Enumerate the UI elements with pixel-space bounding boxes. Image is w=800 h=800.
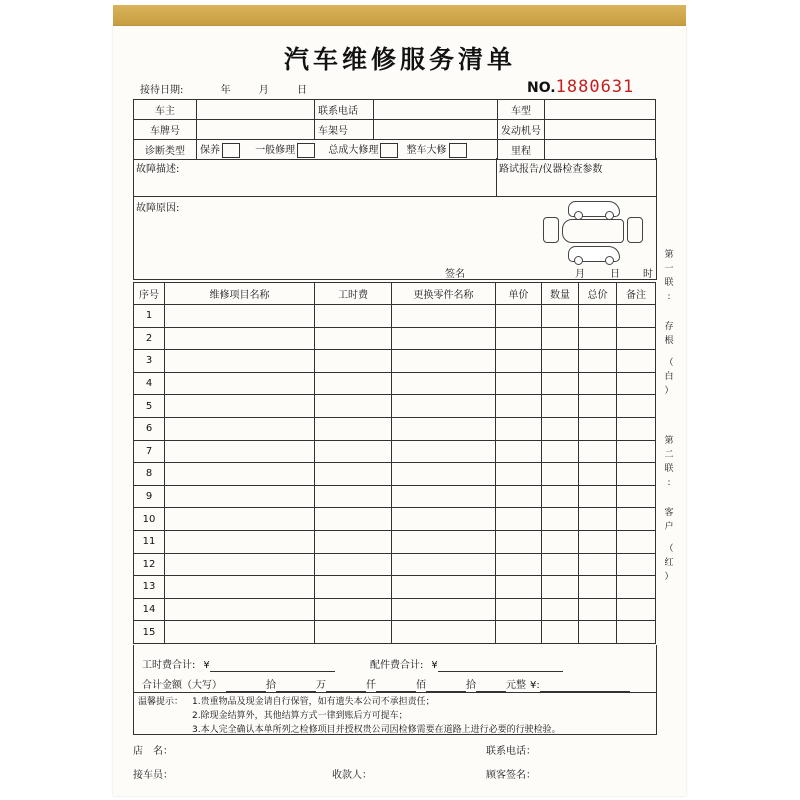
table-cell[interactable] [617,598,656,621]
table-cell[interactable] [392,395,496,418]
side-char: ） [664,572,674,582]
table-row [134,553,656,576]
form-title: 汽车维修服务清单 [283,45,516,74]
table-cell[interactable] [542,485,579,508]
table-cell[interactable] [496,598,542,621]
table-cell[interactable] [496,530,542,553]
cashier-label: 收款人： [332,770,372,781]
general-repair-checkbox[interactable] [297,143,315,158]
table-cell[interactable] [542,553,579,576]
table-cell[interactable] [392,576,496,599]
diag-type-label: 诊断类型 [134,140,197,160]
column-header: 工时费 [315,283,392,305]
table-cell[interactable] [165,395,315,418]
table-row [134,395,656,418]
full-overhaul-checkbox[interactable] [449,143,467,158]
table-cell[interactable] [496,463,542,486]
column-header: 备注 [617,283,656,305]
table-cell[interactable] [315,327,392,350]
table-cell[interactable] [579,530,617,553]
pad-binding [113,5,686,27]
copy2-label [663,434,675,584]
maintenance-checkbox[interactable] [222,143,240,158]
table-cell[interactable] [165,305,315,328]
table-cell[interactable] [579,621,617,644]
table-cell[interactable] [542,440,579,463]
fault-divider [496,158,497,196]
table-cell[interactable] [579,485,617,508]
table-cell[interactable] [542,395,579,418]
table-cell[interactable] [165,508,315,531]
plate-label: 车牌号 [134,120,197,140]
table-row [134,327,656,350]
car-rear-diagram [627,217,643,243]
customer-sign-label: 顾客签名： [486,770,536,781]
table-cell[interactable] [542,598,579,621]
table-row [134,305,656,328]
row-number: 6 [134,417,165,440]
car-front-diagram [543,217,559,243]
owner-label: 车主 [134,100,197,120]
table-cell[interactable] [315,463,392,486]
serial-number: NO.1880631 [527,77,635,97]
table-cell[interactable] [496,417,542,440]
car-side-bottom-diagram [568,246,620,262]
table-cell[interactable] [579,463,617,486]
notice-item-3: 3.本人完全确认本单所列之检修项目并授权贵公司因检修需要在道路上进行必要的行驶检验。 [192,725,561,735]
table-cell[interactable] [579,440,617,463]
table-cell[interactable] [315,440,392,463]
row-number: 13 [134,576,165,599]
table-cell[interactable] [165,621,315,644]
engine-label: 发动机号 [498,120,545,140]
column-header: 维修项目名称 [165,283,315,305]
table-cell[interactable] [392,417,496,440]
table-cell[interactable] [579,553,617,576]
table-cell[interactable] [496,440,542,463]
row-number: 9 [134,485,165,508]
table-cell[interactable] [579,305,617,328]
row-number: 15 [134,621,165,644]
table-cell[interactable] [617,327,656,350]
table-cell[interactable] [617,372,656,395]
table-cell[interactable] [165,576,315,599]
sign-month: 月 [575,269,585,280]
row-number: 4 [134,372,165,395]
table-row [134,485,656,508]
contact-phone-label: 联系电话： [486,746,536,757]
table-cell[interactable] [542,530,579,553]
table-cell[interactable] [579,350,617,373]
table-cell[interactable] [579,372,617,395]
table-cell[interactable] [496,576,542,599]
table-row [134,463,656,486]
table-cell[interactable] [392,327,496,350]
table-cell[interactable] [392,621,496,644]
table-cell[interactable] [617,395,656,418]
table-cell[interactable] [165,463,315,486]
table-cell[interactable] [392,463,496,486]
grand-total: 合计金额（大写） 拾 万 仟 佰 拾 元整 ¥: [142,676,630,692]
table-cell[interactable] [579,417,617,440]
table-cell[interactable] [496,350,542,373]
notice-item-2: 2.除现金结算外，其他结算方式一律到账后方可提车； [192,711,408,721]
table-row [134,621,656,644]
side-char: 联 [664,278,674,288]
table-cell[interactable] [579,327,617,350]
table-cell[interactable] [579,598,617,621]
engine-field[interactable] [545,120,656,140]
table-cell[interactable] [617,305,656,328]
vehicle-info-table [133,99,656,160]
shop-name-label: 店 名： [133,746,173,757]
parts-total: 配件费合计: ¥ [370,656,563,672]
table-cell[interactable] [315,395,392,418]
table-row [134,440,656,463]
table-cell[interactable] [315,485,392,508]
side-char: 根 [664,336,674,346]
side-char: 一 [664,264,674,274]
phone-field[interactable] [374,100,498,120]
column-header: 总价 [579,283,617,305]
table-cell[interactable] [496,395,542,418]
phone-label: 联系电话 [315,100,374,120]
table-cell[interactable] [496,305,542,328]
table-cell[interactable] [617,485,656,508]
row-number: 7 [134,440,165,463]
table-cell[interactable] [496,327,542,350]
table-cell[interactable] [315,372,392,395]
column-header: 数量 [542,283,579,305]
table-cell[interactable] [617,508,656,531]
owner-field[interactable] [197,100,315,120]
table-cell[interactable] [315,598,392,621]
table-cell[interactable] [617,417,656,440]
table-cell[interactable] [165,485,315,508]
table-cell[interactable] [496,372,542,395]
table-cell[interactable] [542,508,579,531]
table-cell[interactable] [392,372,496,395]
fault-line [133,196,656,197]
fault-cause-label: 故障原因: [136,203,180,214]
table-cell[interactable] [617,463,656,486]
table-cell[interactable] [617,553,656,576]
side-char: 第 [664,250,674,260]
notice-label: 温馨提示： [138,697,184,707]
table-cell[interactable] [315,530,392,553]
table-cell[interactable] [496,485,542,508]
overhaul-checkbox[interactable] [380,143,398,158]
side-char: 白 [664,372,674,382]
column-header: 更换零件名称 [392,283,496,305]
table-cell[interactable] [392,530,496,553]
table-cell[interactable] [165,350,315,373]
row-number: 8 [134,463,165,486]
table-cell[interactable] [496,621,542,644]
side-char: 第 [664,436,674,446]
table-cell[interactable] [579,395,617,418]
table-cell[interactable] [542,417,579,440]
table-cell[interactable] [315,417,392,440]
diag-options: 保养 一般修理 总成大修理 整车大修 [197,140,498,160]
table-cell[interactable] [542,372,579,395]
table-row [134,530,656,553]
table-cell[interactable] [617,350,656,373]
table-cell[interactable] [542,327,579,350]
table-cell[interactable] [315,576,392,599]
table-cell[interactable] [542,621,579,644]
mileage-field[interactable] [545,140,656,160]
table-cell[interactable] [165,440,315,463]
table-cell[interactable] [165,417,315,440]
car-side-top-diagram [568,201,620,217]
model-field[interactable] [545,100,656,120]
table-cell[interactable] [315,350,392,373]
column-header: 序号 [134,283,165,305]
table-cell[interactable] [542,350,579,373]
table-cell[interactable] [165,530,315,553]
row-number: 12 [134,553,165,576]
table-cell[interactable] [392,485,496,508]
table-cell[interactable] [542,576,579,599]
table-row [134,417,656,440]
notice-item-1: 1.贵重物品及现金请自行保管，如有遗失本公司不承担责任； [192,697,435,707]
table-cell[interactable] [392,598,496,621]
table-cell[interactable] [315,305,392,328]
column-header: 单价 [496,283,542,305]
side-char: 红 [664,558,674,568]
row-number: 5 [134,395,165,418]
side-char: ） [664,386,674,396]
row-number: 11 [134,530,165,553]
side-char: 客 [664,508,674,518]
frame-label: 车架号 [315,120,374,140]
road-test-label: 路试报告/仪器检查参数 [499,164,603,175]
table-cell[interactable] [542,463,579,486]
receiver-label: 接车员： [133,770,173,781]
row-number: 1 [134,305,165,328]
side-char: 二 [664,450,674,460]
row-number: 2 [134,327,165,350]
model-label: 车型 [498,100,545,120]
table-cell[interactable] [617,530,656,553]
table-row [134,598,656,621]
table-cell[interactable] [617,440,656,463]
row-number: 3 [134,350,165,373]
fault-description-label: 故障描述: [136,164,180,175]
labor-total: 工时费合计: ¥ [142,656,335,672]
side-char: : [667,292,671,302]
table-row [134,576,656,599]
table-cell[interactable] [496,553,542,576]
plate-field[interactable] [197,120,315,140]
table-cell[interactable] [165,372,315,395]
table-cell[interactable] [165,598,315,621]
table-cell[interactable] [392,553,496,576]
table-cell[interactable] [165,553,315,576]
reception-date: 接待日期: 年 月 日 [140,85,307,96]
table-cell[interactable] [392,350,496,373]
side-char: 联 [664,464,674,474]
row-number: 14 [134,598,165,621]
table-cell[interactable] [496,508,542,531]
copy1-label [663,248,675,398]
table-cell[interactable] [392,440,496,463]
sign-day: 日 [610,269,620,280]
table-cell[interactable] [392,305,496,328]
table-row [134,350,656,373]
table-row [134,372,656,395]
repair-items-table [133,282,656,644]
side-char: （ [664,358,674,368]
table-cell[interactable] [617,576,656,599]
table-cell[interactable] [315,553,392,576]
side-char: 户 [664,522,674,532]
table-cell[interactable] [315,508,392,531]
table-cell[interactable] [579,576,617,599]
car-top-diagram [562,219,624,243]
table-cell[interactable] [392,508,496,531]
side-char: : [667,478,671,488]
table-cell[interactable] [165,327,315,350]
table-cell[interactable] [542,305,579,328]
table-cell[interactable] [315,621,392,644]
row-number: 10 [134,508,165,531]
table-cell[interactable] [579,508,617,531]
table-cell[interactable] [617,621,656,644]
side-char: 存 [664,322,674,332]
sign-hour: 时 [643,269,653,280]
side-char: （ [664,544,674,554]
sign-label: 签名 [445,269,465,280]
frame-field[interactable] [374,120,498,140]
mileage-label: 里程 [498,140,545,160]
table-row [134,508,656,531]
